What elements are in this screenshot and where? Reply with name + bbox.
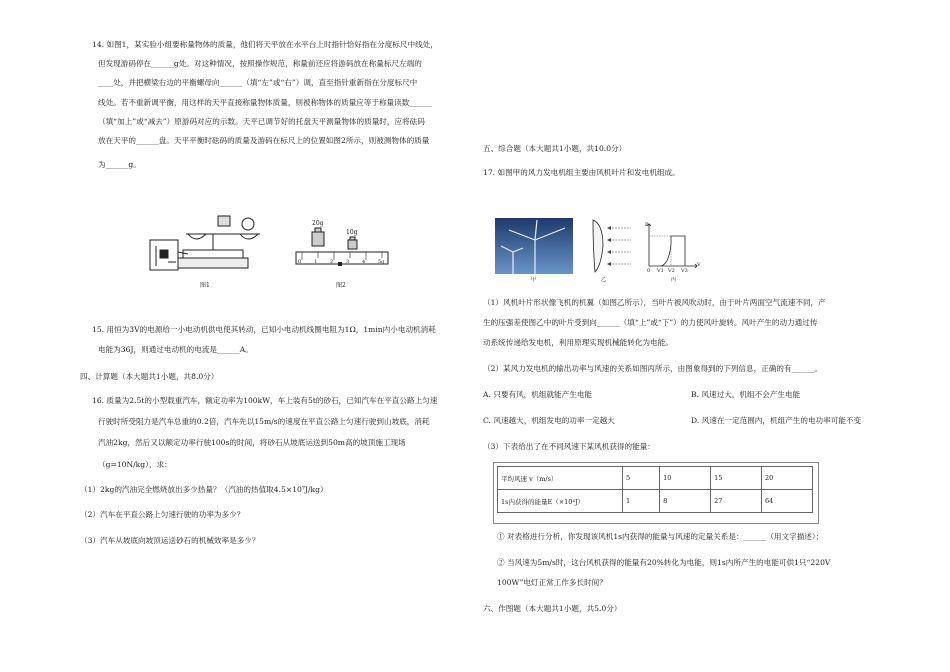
fig2-weight-20g: 20g [312, 220, 324, 227]
q16-line-1: 16. 质量为2.5t的小型载重汽车，额定功率为100kW，车上装有5t的砂石，已知汽车在平直公路上匀速 [92, 396, 438, 405]
table-cell: 64 [762, 490, 813, 513]
q16-line-3: 汽油2kg，然后又以额定功率行驶100s的时间，将砂石从坡底运送到50m高的坡顶施工现场 [98, 438, 406, 447]
fig2-tick-0: 0 [298, 259, 302, 265]
graph-tick-v1: V1 [657, 268, 664, 274]
table-header-energy: 1s内获得的能量E（×10⁴J） [498, 490, 623, 513]
q16-part-3: （3）汽车从坡底向坡顶运送砂石的机械效率是多少？ [80, 536, 260, 545]
power-wind-graph [643, 220, 699, 274]
q14-line-1: 14. 如图1，某实验小组要称量物体的质量，他们将天平放在水平台上时指针恰好指在分度标尺中线处， [92, 40, 438, 49]
q16-part-2: （2）汽车在平直公路上匀速行驶的功率为多少？ [80, 510, 245, 519]
energy-table [497, 466, 813, 513]
q17-2: （2）某风力发电机的输出功率与风速的关系如图丙所示，由图象得到的下列信息，正确的有______。 [483, 364, 822, 373]
table-cell: 10 [660, 467, 711, 490]
option-d: D. 风速在一定范围内，机组产生的电功率可能不变 [691, 416, 862, 425]
fig2-weight-10g: 10g [346, 229, 358, 236]
q16-part-1: （1）2kg的汽油完全燃烧放出多少热量？（汽油的热值取4.5×10⁷J/kg） [80, 485, 328, 494]
q17-3-2-line-2: 100W”电灯正常工作多长时间？ [497, 578, 607, 587]
graph-tick-v2: V2 [668, 268, 675, 274]
fig1-label: 图1 [200, 282, 210, 289]
q14-line-6: 放在天平的______盘。天平平衡时砝码的质量及游码在标尺上的位置如图2所示，则被测物体的质量 [98, 136, 430, 145]
fig-label-yi: 乙 [601, 277, 607, 283]
fig2-label: 图2 [336, 282, 346, 289]
table-row [498, 467, 813, 490]
table-cell: 5 [623, 467, 660, 490]
q14-line-7: 为______g。 [98, 160, 141, 169]
graph-tick-0: 0 [647, 268, 651, 274]
table-cell: 1 [623, 490, 660, 513]
fig2-tick-1: 1 [314, 259, 318, 265]
q15-line-2: 电能为36J，则通过电动机的电流是______A。 [98, 345, 253, 354]
table-cell: 27 [711, 490, 762, 513]
section5-heading: 五、综合题（本大题共1小题，共10.0分） [483, 144, 627, 153]
fig2-tick-5g: 5g [378, 259, 385, 265]
q15-line-1: 15. 用恒为3V的电源给一小电动机供电使其转动，已知小电动机线圈电阻为1Ω，1min内小电动机消耗 [92, 325, 436, 334]
q14-line-5: （填“加上”或“减去”）原游码对应的示数。天平已调节好的托盘天平测量物体的质量时，应将砝码 [98, 117, 425, 126]
right-column [475, 0, 950, 672]
q16-line-2: 行驶时所受阻力是汽车总重的0.2倍，汽车先以15m/s的速度在平直公路上匀速行驶到山坡底，消耗 [98, 417, 430, 426]
q14-line-2: 但发现游码停在______g处。对这种情况，按照操作规范，称量前还应将游码放在称量标尺左端的 [98, 59, 422, 68]
table-cell: 8 [660, 490, 711, 513]
q14-line-4: 线处。若不重新调平衡，用这样的天平直接称量物体质量，则被称物体的质量应等于称量读数______ [98, 98, 433, 107]
fig2-tick-4: 4 [362, 259, 366, 265]
graph-axis-p: P [645, 222, 649, 228]
wind-turbine-photo [495, 218, 573, 274]
q16-line-4: （g=10N/kg），求： [98, 460, 172, 469]
weights-ruler-figure [292, 218, 392, 278]
option-b: B. 风速过大，机组不会产生电能 [691, 390, 801, 399]
blade-cross-section [587, 218, 635, 274]
table-header-wind-speed: 平均风速 v（m/s） [498, 467, 623, 490]
table-cell: 15 [711, 467, 762, 490]
graph-tick-v3: V3 [681, 268, 688, 274]
q17-3-2-line-1: ② 当风速为5m/s时，这台风机获得的能量有20%转化为电能，则1s内所产生的电能可供1只“220V [497, 558, 831, 567]
q17-1-line-1: （1）风机叶片形状像飞机的机翼（如图乙所示），当叶片被风吹动时，由于叶片两面空气流速不同，产 [483, 298, 826, 307]
table-row [498, 490, 813, 513]
section6-heading: 六、作图题（本大题共1小题，共5.0分） [483, 604, 622, 613]
option-a: A. 只要有风，机组就能产生电能 [483, 390, 593, 399]
graph-axis-v: V [697, 262, 701, 268]
option-c: C. 风速越大，机组发电的功率一定越大 [483, 416, 615, 425]
table-cell: 20 [762, 467, 813, 490]
fig-label-bing: 丙 [671, 277, 677, 283]
q17-intro: 17. 如图甲的风力发电机组主要由风机叶片和发电机组成。 [483, 168, 680, 177]
q17-3-1: ① 对表格进行分析，你发现该风机1s内获得的能量与风速的定量关系是：______（用文字描述）； [497, 532, 824, 541]
fig2-tick-2: 2 [330, 259, 334, 265]
q17-3: （3）下表给出了在不同风速下某风机获得的能量： [483, 442, 655, 451]
section4-heading: 四、计算题（本大题共1小题，共8.0分） [80, 372, 219, 381]
fig-label-jia: 甲 [531, 277, 537, 283]
fig2-tick-3: 3 [346, 259, 350, 265]
balance-figure [148, 210, 274, 280]
q17-1-line-2: 生的压强差使图乙中的叶片受到向______（填“上”或“下”）的力使风叶旋转。风叶产生的动力通过传 [483, 318, 818, 327]
q17-1-line-3: 动系统传递给发电机，利用原理实现机械能转化为电能。 [483, 338, 673, 347]
q14-line-3: ____处，并把横梁右边的平衡螺母向______（填“左”或“右”）调，直至指针重新指在分度标尺中 [98, 78, 418, 87]
